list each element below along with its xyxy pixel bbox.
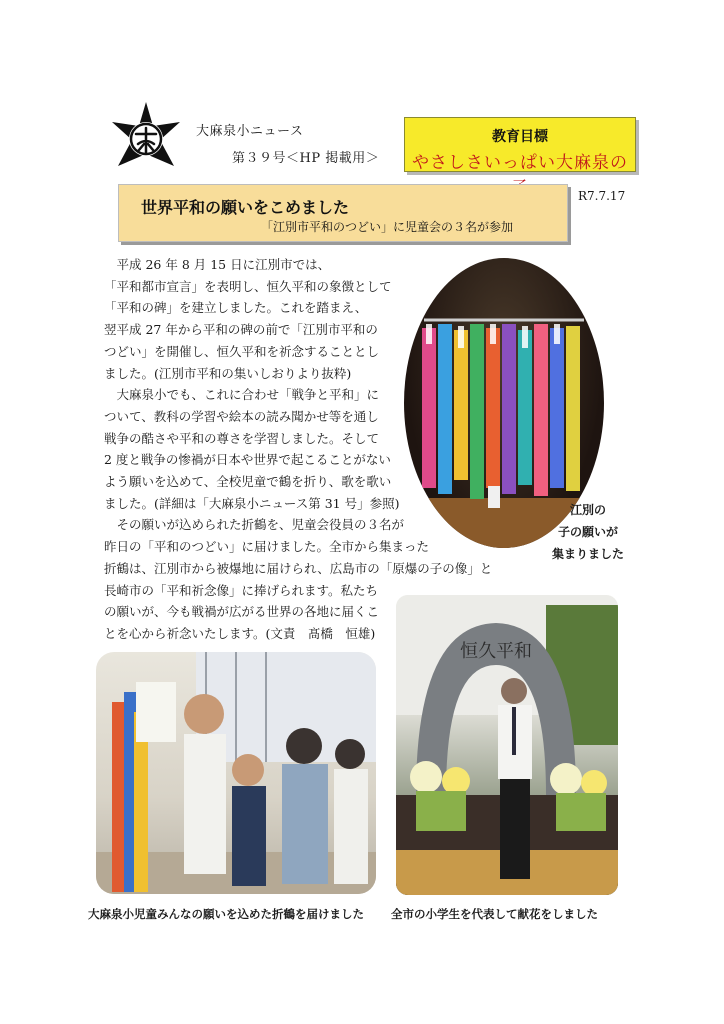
cranes-caption-line: 江別の — [569, 503, 606, 517]
body-line: 平成 26 年 8 月 15 日に江別市では、 — [104, 257, 331, 272]
children-with-cranes-photo — [96, 652, 376, 894]
publication-date: R7.7.17 — [578, 189, 626, 203]
cranes-caption — [548, 499, 628, 565]
body-line: つどい」を開催し、恒久平和を祈念することとし — [104, 343, 380, 359]
body-line: ました。(江別市平和の集いしおりより抜粋) — [104, 365, 352, 381]
children-caption: 大麻泉小児童みんなの願いを込めた折鶴を届けました — [88, 907, 364, 921]
body-line: ついて、教科の学習や絵本の読み聞かせ等を通し — [104, 408, 379, 424]
body-line: 大麻泉小でも、これに合わせ「戦争と平和」に — [104, 387, 380, 403]
body-line: 翌平成 27 年から平和の碑の前で「江別市平和の — [104, 322, 378, 338]
article-title: 世界平和の願いをこめました — [141, 198, 350, 217]
newsletter-name: 大麻泉小ニュース — [196, 124, 304, 139]
body-line: よう願いを込めて、全校児童で鶴を折り、歌を歌い — [104, 474, 392, 490]
cranes-caption-line: 集まりました — [551, 547, 624, 561]
body-line: 2 度と戦争の惨禍が日本や世界で起こることがない — [104, 452, 391, 468]
goal-text: やさしさいっぱい大麻泉の — [412, 153, 628, 173]
body-line: 「平和の碑」を建立しました。これを踏まえ、 — [104, 300, 368, 316]
body-line: 長崎市の「平和祈念像」に捧げられます。私たち — [104, 582, 379, 598]
body-line: ました。(詳細は「大麻泉小ニュース第 31 号」参照) — [104, 495, 400, 511]
education-goal-box — [404, 117, 636, 172]
issue-number: 第３９号＜HP 掲載用＞ — [232, 151, 380, 166]
monument-inscription: 恒久平和 — [460, 641, 532, 662]
article-title-banner — [118, 184, 568, 242]
school-emblem-icon — [108, 100, 184, 176]
monument-caption: 全市の小学生を代表して献花をしました — [391, 907, 598, 921]
body-line: 昨日の「平和のつどい」に届けました。全市から集まった — [104, 539, 430, 555]
body-line: 戦争の酷さや平和の尊さを学習しました。そして — [104, 430, 380, 446]
goal-title: 教育目標 — [492, 129, 548, 145]
body-line: その願いが込められた折鶴を、児童会役員の３名が — [104, 517, 405, 533]
peace-monument-photo — [396, 595, 618, 895]
article-body — [104, 254, 493, 645]
article-subtitle: 「江別市平和のつどい」に児童会の３名が参加 — [261, 220, 514, 234]
body-line: とを心から祈念いたします。(文責 髙橋 恒雄) — [104, 625, 376, 641]
cranes-caption-line: 子の願いが — [557, 525, 618, 539]
body-line: の願いが、今も戦禍が広がる世界の各地に届くこ — [104, 604, 380, 620]
body-line: 折鶴は、江別市から被爆地に届けられ、広島市の「原爆の子の像」と — [104, 560, 493, 576]
body-line: 「平和都市宣言」を表明し、恒久平和の象徴として — [104, 278, 392, 294]
